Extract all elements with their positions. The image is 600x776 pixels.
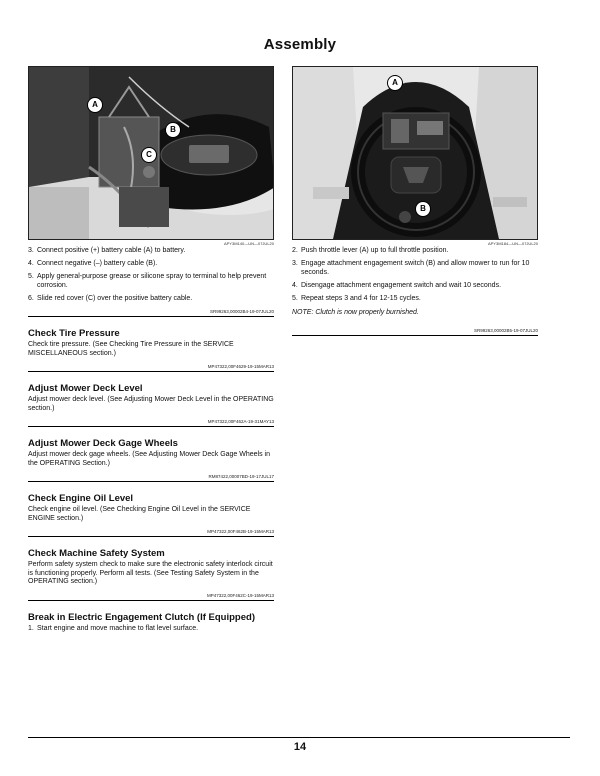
step-item: 6. Slide red cover (C) over the positive battery cable. [28,294,193,302]
step-item: 3. Engage attachment engagement switch (B) and allow mower to run for 10 seconds. [292,260,530,276]
callout-a: A [387,75,403,91]
document-reference: SR99263,00002B4-19-07JUL20 [28,309,274,317]
step-item: 4. Disengage attachment engagement switch and wait 10 seconds. [292,281,502,289]
step-item: 4. Connect negative (–) battery cable (B). [28,260,158,267]
battery-steps [28,247,274,303]
section-adjust-mower-deck-level [28,383,274,427]
section-check-safety-system [28,548,274,601]
left-column [28,66,274,638]
section-check-tire-pressure [28,328,274,372]
section-title: Adjust Mower Deck Level [28,383,143,394]
document-reference: MP47322,00F4629-19-15MAR13 [28,364,274,372]
note: NOTE: Clutch is now properly burnished. [292,309,419,316]
clutch-steps [292,247,538,303]
section-title: Adjust Mower Deck Gage Wheels [28,438,178,449]
section-title: Check Engine Oil Level [28,493,134,504]
page-title: Assembly [263,36,337,53]
callout-a: A [87,97,103,113]
steering-photo [292,66,538,240]
section-body: Check engine oil level. (See Checking Engine Oil Level in the SERVICE ENGINE section.) [28,506,251,522]
image-reference: APY3M140—UN—07JUL20 [223,241,274,246]
section-title: Break in Electric Engagement Clutch (If Equipped) [28,611,255,623]
section-body: Adjust mower deck level. (See Adjusting Mower Deck Level in the OPERATING section.) [28,396,274,412]
step-item: 5. Apply general-purpose grease or silicone spray to terminal to help prevent corrosion. [28,273,267,289]
section-check-engine-oil [28,493,274,537]
step-item: 2. Push throttle lever (A) up to full throttle position. [292,247,449,254]
document-reference: MP47322,00F462B-19-15MAR13 [28,529,274,537]
battery-photo [28,66,274,240]
step-item: 5. Repeat steps 3 and 4 for 12-15 cycles. [292,294,421,302]
section-break-in-clutch [28,612,274,634]
right-column [292,66,538,336]
image-reference: APY3M184—UN—07JUL20 [487,241,538,246]
callout-c: C [141,147,157,163]
callout-b: B [415,201,431,217]
document-reference: MP47322,00F462A-19-31MAY13 [28,419,274,427]
section-title: Check Tire Pressure [28,328,120,339]
step-item: 1. Start engine and move machine to flat level surface. [28,624,199,632]
document-reference: MP47322,00F462C-19-15MAR13 [28,593,274,601]
document-reference: SR99263,00002B5-19-07JUL20 [292,328,538,336]
step-item: 3. Connect positive (+) battery cable (A) to battery. [28,247,186,254]
callout-b: B [165,122,181,138]
section-body: Adjust mower deck gage wheels. (See Adjusting Mower Deck Gage Wheels in the OPERATING Section.) [28,451,271,467]
document-reference: RM87422,00007BD-19-17JUL17 [28,474,274,482]
footer-divider [28,737,570,738]
section-body: Check tire pressure. (See Checking Tire Pressure in the SERVICE MISCELLANEOUS section.) [28,341,234,357]
section-body: Perform safety system check to make sure the electronic safety interlock circuit is functioning properly. Perform all tests. (See Testing Safety System in the OPERATING section.) [28,561,273,585]
page-number: 14 [293,741,307,753]
section-title: Check Machine Safety System [28,548,165,559]
section-adjust-gage-wheels [28,438,274,482]
